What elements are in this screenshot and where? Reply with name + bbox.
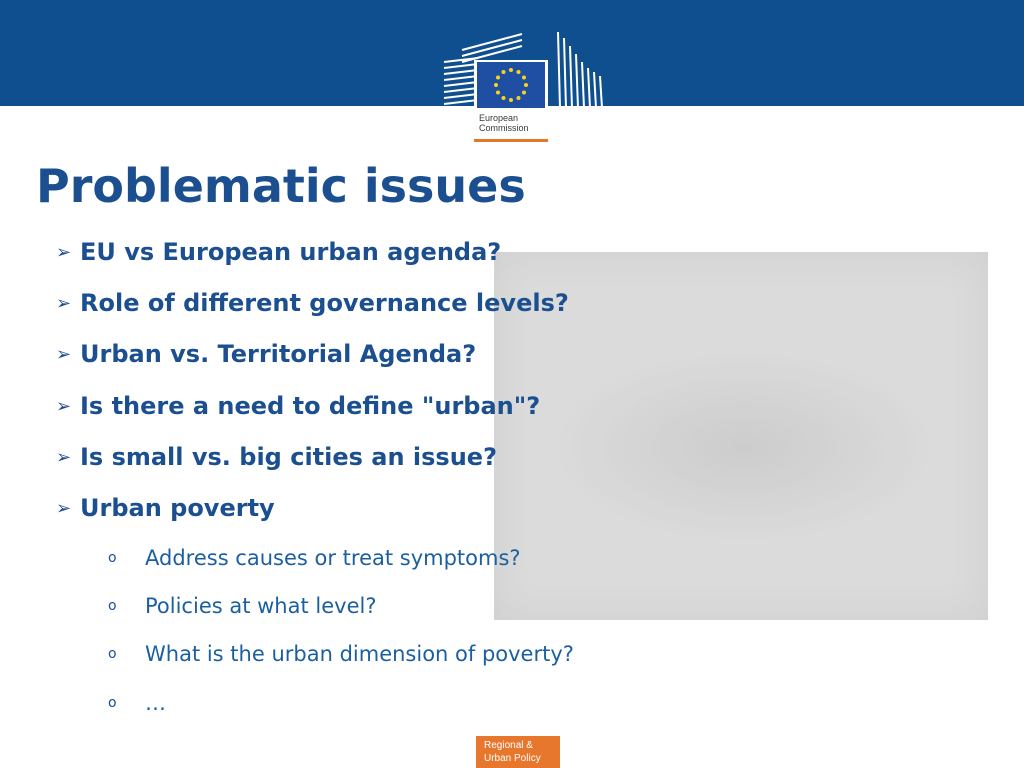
arrow-bullet-icon: ➢ — [56, 497, 72, 519]
arrow-bullet-icon: ➢ — [56, 241, 72, 263]
sub-bullet-item — [108, 639, 574, 669]
eu-flag-icon — [477, 62, 545, 108]
arrow-bullet-icon: ➢ — [56, 343, 72, 365]
bullet-text: Urban poverty — [80, 494, 275, 522]
circle-bullet-icon: o — [108, 550, 117, 566]
arrow-bullet-icon: ➢ — [56, 446, 72, 468]
arrow-bullet-icon: ➢ — [56, 395, 72, 417]
bullet-item — [56, 491, 275, 525]
logo-line-2: Commission — [479, 123, 529, 133]
circle-bullet-icon: o — [108, 646, 117, 662]
sub-bullet-text: … — [145, 691, 166, 715]
bullet-item — [56, 286, 569, 320]
footer-badge-line-1: Regional & — [484, 740, 533, 751]
sub-bullet-item — [108, 591, 376, 621]
logo-line-1: European — [479, 113, 519, 123]
bullet-text: Is there a need to define "urban"? — [80, 392, 541, 420]
bullet-item — [56, 440, 497, 474]
bullet-item — [56, 389, 540, 423]
circle-bullet-icon: o — [108, 695, 117, 711]
sub-bullet-item — [108, 688, 166, 718]
ec-logo-text — [479, 113, 545, 133]
circle-bullet-icon: o — [108, 598, 117, 614]
footer-badge — [476, 736, 560, 768]
sub-bullet-text: Policies at what level? — [145, 594, 377, 618]
bullet-text: Urban vs. Territorial Agenda? — [80, 340, 477, 368]
sub-bullet-text: What is the urban dimension of poverty? — [145, 642, 574, 666]
bullet-item — [56, 235, 501, 269]
sub-bullet-item — [108, 543, 521, 573]
bullet-text: EU vs European urban agenda? — [80, 238, 502, 266]
bullet-text: Is small vs. big cities an issue? — [80, 443, 497, 471]
arrow-bullet-icon: ➢ — [56, 292, 72, 314]
bullet-item — [56, 337, 476, 371]
bullet-text: Role of different governance levels? — [80, 289, 569, 317]
slide-title: Problematic issues — [36, 159, 526, 213]
footer-badge-line-2: Urban Policy — [484, 753, 541, 764]
sub-bullet-text: Address causes or treat symptoms? — [145, 546, 521, 570]
